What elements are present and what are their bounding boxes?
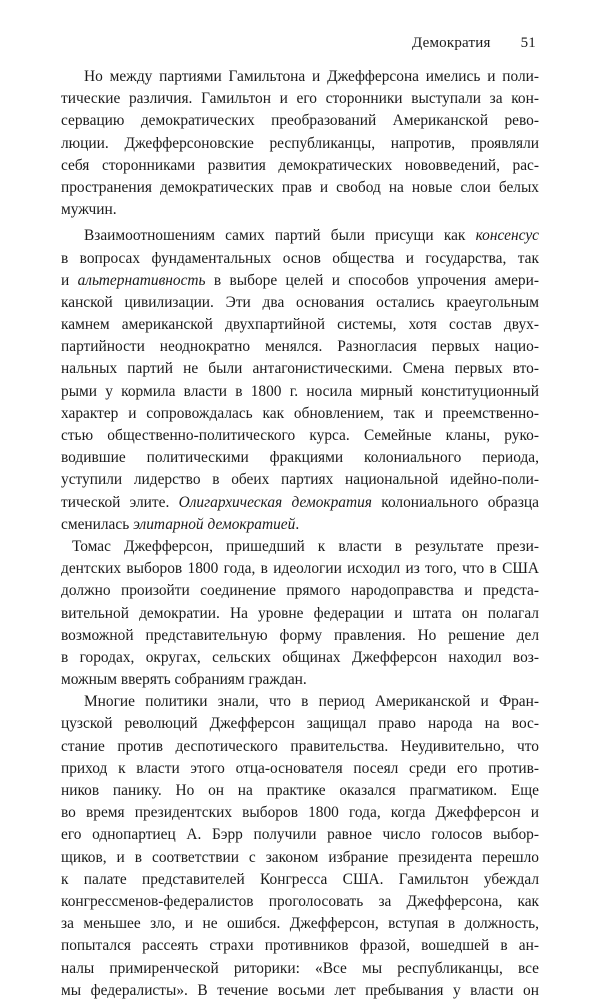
text-line: цузской революций Джефферсон защищал право народа на вос- (61, 715, 539, 733)
text-segment: колониального образца (371, 493, 539, 511)
text-line: водившие политическими фракциями колониального периода, (61, 449, 539, 467)
text-line: возможной представительную форму правления. Но решение дел (61, 626, 539, 644)
text-line: налы примиренческой риторики: «Все мы республиканцы, все (61, 959, 539, 977)
text-line: мужчин. (61, 201, 117, 219)
text-line: ников панику. Но он на практике оказался прагматиком. Еще (61, 782, 539, 799)
text-line (61, 514, 539, 536)
body-text (61, 66, 539, 1002)
text-line: стью общественно-политического курса. Семейные кланы, руко- (61, 427, 539, 444)
text-line: канской цивилизации. Эти два основания остались краеугольным (61, 293, 539, 311)
text-segment: тической элите. (61, 493, 179, 511)
text-line (61, 270, 539, 292)
text-line: во время президентских выборов 1800 года, когда Джефферсон и (61, 804, 539, 822)
italic-term-elite-democracy: элитарной демократией (133, 515, 296, 533)
text-segment: . (295, 515, 300, 533)
running-header (412, 35, 536, 52)
text-line: щиков, и в соответствии с законом избрание президента перешло (61, 848, 539, 866)
paragraph-2 (61, 225, 539, 536)
text-line: конгрессменов-федералистов проголосовать за Джефферсона, как (61, 892, 539, 910)
text-line: за меньшее зло, и не ошибся. Джефферсон, вступая в должность, (61, 915, 539, 933)
text-line: стание против деспотического правительства. Неудивительно, что (61, 737, 539, 755)
chapter-title: Демократия (411, 35, 491, 51)
text-line: мы федералисты». В течение восьми лет пребывания у власти он (61, 981, 539, 999)
text-line: можным вверять собраниям граждан. (61, 671, 307, 689)
text-line: дентских выборов 1800 года, в идеологии исходил из того, что в США (61, 560, 539, 578)
italic-term-alternativeness: альтернативность (77, 271, 206, 289)
text-line: в вопросах фундаментальных основ общества и государства, так (61, 249, 539, 267)
text-line: характер и сопровождалась как обновлением, так и преемственно- (61, 404, 539, 422)
text-segment: Взаимоотношениям самих партий были присущи как (84, 227, 476, 245)
text-line: тические различия. Гамильтон и его сторонники выступали за кон- (61, 90, 539, 108)
text-line: рыми у кормила власти в 1800 г. носила мирный конституционный (61, 382, 539, 400)
text-line: камнем американской двухпартийной системы, хотя состав двух- (61, 316, 539, 334)
text-line: его однопартиец А. Бэрр получили равное число голосов выбор- (61, 826, 539, 844)
text-line: люции. Джефферсоновские республиканцы, напротив, проявляли (61, 134, 539, 152)
text-line: в городах, округах, сельских общинах Джефферсон находил воз- (61, 648, 539, 666)
text-line: приход к власти этого отца-основателя посеял среди его против- (61, 759, 539, 777)
text-line: попытался рассеять страхи противников фразой, вошедшей в ан- (61, 937, 539, 955)
text-segment: в выборе целей и способов упрочения амери- (205, 271, 539, 289)
text-line (61, 225, 539, 247)
text-line: партийности неоднократно менялся. Разногласия первых нацио- (61, 338, 539, 356)
text-line (61, 492, 539, 514)
text-line: себя сторонниками развития демократических нововведений, рас- (61, 156, 539, 174)
text-line: нальных партий не были антагонистическими. Смена первых вто- (61, 360, 539, 378)
text-segment: сменилась (61, 515, 134, 533)
text-line: уступили лидерство в обеих партиях национальной идейно-поли- (61, 471, 539, 489)
text-segment: и (61, 271, 78, 289)
italic-term-consensus: консенсус (475, 227, 539, 245)
text-line: должно произойти соединение прямого народоправства и предста- (61, 582, 539, 600)
text-line: Но между партиями Гамильтона и Джефферсона имелись и поли- (84, 68, 539, 85)
paragraph-1 (61, 66, 539, 221)
paragraph-3 (61, 536, 539, 691)
text-line: пространения демократических прав и свобод на новые слои белых (61, 178, 539, 196)
text-line: вительной демократии. На уровне федерации и штата он полагал (61, 604, 539, 622)
italic-term-oligarchic-democracy: Олигархическая демократия (178, 493, 372, 511)
text-line: Многие политики знали, что в период Американской и Фран- (84, 693, 539, 711)
text-line: к палате представителей Конгресса США. Гамильтон убеждал (61, 870, 539, 888)
page-number: 51 (520, 35, 536, 51)
text-line: Томас Джефферсон, пришедший к власти в результате прези- (72, 537, 539, 555)
paragraph-4 (61, 691, 539, 1002)
text-line: сервацию демократических преобразований Американской рево- (61, 112, 539, 130)
